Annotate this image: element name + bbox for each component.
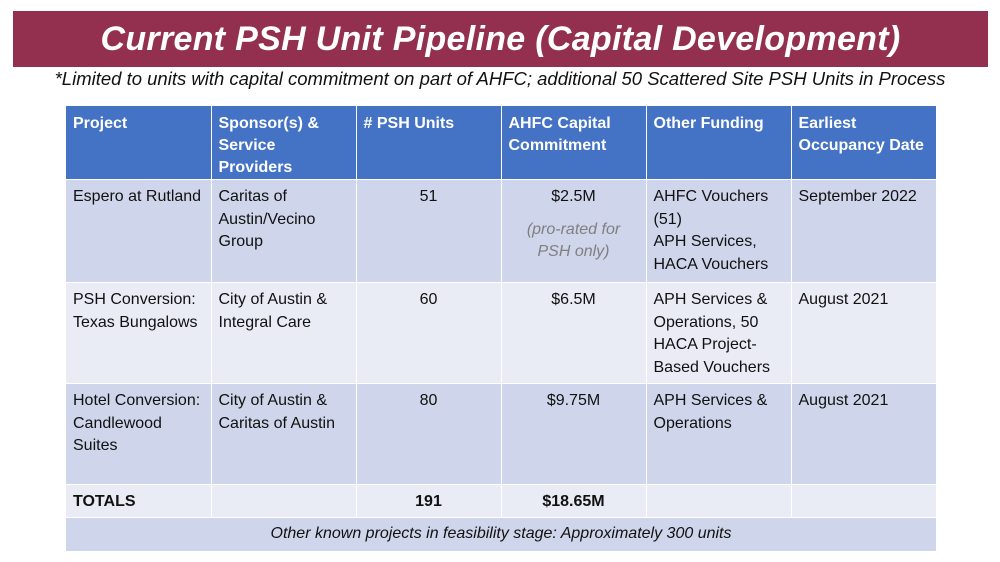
cell-sponsors: City of Austin & Integral Care [211,283,356,384]
cell-funding: APH Services & Operations, 50 HACA Project-Based Vouchers [646,283,791,384]
cell-occupancy: August 2021 [791,384,936,485]
footer-note: Other known projects in feasibility stage: Approximately 300 units [66,518,936,551]
cell-commitment [501,180,646,283]
header-sponsors: Sponsor(s) & Service Providers [211,106,356,180]
cell-units: 51 [356,180,501,283]
totals-units: 191 [356,485,501,518]
cell-project: PSH Conversion: Texas Bungalows [66,283,211,384]
cell-commitment: $9.75M [501,384,646,485]
cell-sponsors: City of Austin & Caritas of Austin [211,384,356,485]
totals-row [66,485,936,518]
footer-row [66,518,936,551]
funding-line: APH Services, HACA Vouchers [653,233,769,273]
table-row [66,180,936,283]
pipeline-table [66,106,936,551]
commitment-note: (pro-rated for PSH only) [526,220,621,260]
cell-project: Espero at Rutland [66,180,211,283]
cell-occupancy: August 2021 [791,283,936,384]
totals-commitment: $18.65M [501,485,646,518]
page-title: Current PSH Unit Pipeline (Capital Development) [100,19,901,58]
cell-project: Hotel Conversion: Candlewood Suites [66,384,211,485]
commitment-value: $2.5M [551,188,596,205]
header-units: # PSH Units [356,106,501,180]
cell-units: 60 [356,283,501,384]
table-row [66,283,936,384]
table-header-row [66,106,936,180]
header-commitment: AHFC Capital Commitment [501,106,646,180]
title-banner [13,11,988,67]
cell-occupancy: September 2022 [791,180,936,283]
totals-empty-cell [211,485,356,518]
funding-line: AHFC Vouchers (51) [653,188,769,228]
table-row [66,384,936,485]
cell-funding [646,180,791,283]
totals-label: TOTALS [66,485,211,518]
header-project: Project [66,106,211,180]
header-occupancy: Earliest Occupancy Date [791,106,936,180]
cell-sponsors: Caritas of Austin/Vecino Group [211,180,356,283]
cell-funding: APH Services & Operations [646,384,791,485]
cell-units: 80 [356,384,501,485]
totals-empty-cell [646,485,791,518]
header-funding: Other Funding [646,106,791,180]
cell-commitment: $6.5M [501,283,646,384]
totals-empty-cell [791,485,936,518]
page-subtitle: *Limited to units with capital commitment on part of AHFC; additional 50 Scattered Site PSH Units in Process [54,68,946,89]
